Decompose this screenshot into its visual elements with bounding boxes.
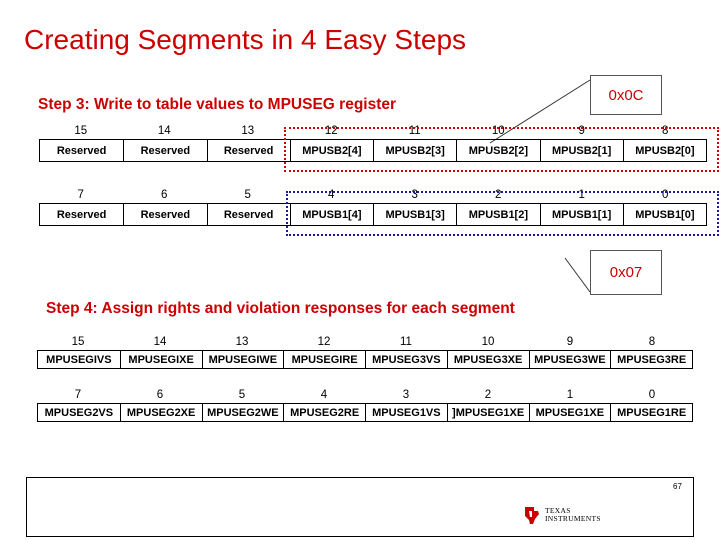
register-field: MPUSB1[1]	[540, 204, 623, 225]
bit-number: 13	[235, 336, 249, 348]
register-field: MPUSB2[0]	[623, 140, 706, 161]
page-title: Creating Segments in 4 Easy Steps	[24, 24, 467, 55]
register-field: MPUSB2[4]	[290, 140, 373, 161]
register-field: MPUSEGIXE	[120, 351, 202, 368]
register-field: MPUSEGIVS	[46, 353, 112, 366]
register-field: MPUSB2[2]	[456, 140, 539, 161]
register-field: MPUSEG2VS	[44, 406, 114, 419]
register-field: Reserved	[207, 140, 290, 161]
bit-number: 0	[662, 189, 669, 201]
bit-number: 6	[161, 189, 168, 201]
register-field: MPUSEG2RE	[283, 404, 365, 421]
bit-number: 4	[328, 189, 335, 201]
bit-number: 5	[244, 189, 251, 201]
callout-high-value: 0x0C	[590, 75, 662, 115]
page-number: 67	[673, 482, 682, 491]
register-field: MPUSB2[1]	[540, 140, 623, 161]
bit-number: 2	[484, 389, 492, 401]
bit-number: 8	[648, 336, 656, 348]
bit-number: 5	[238, 389, 246, 401]
bit-number: 13	[241, 125, 255, 137]
bit-number: 0	[648, 389, 656, 401]
bit-number: 11	[400, 336, 412, 348]
bit-number: 11	[408, 125, 421, 137]
bit-number: 14	[153, 336, 167, 348]
callout-low-connector	[565, 258, 590, 292]
ti-logo	[522, 505, 601, 525]
bit-number: 3	[411, 189, 418, 201]
bit-number: 2	[495, 189, 502, 201]
bit-number: 15	[74, 125, 88, 137]
register-field: MPUSEG2XE	[120, 404, 202, 421]
register-field: MPUSEG3WE	[529, 351, 611, 368]
bit-number: 14	[157, 125, 171, 137]
bit-number: 10	[491, 125, 505, 137]
ti-logo-icon	[522, 505, 542, 525]
register-field: MPUSEG3VS	[365, 351, 447, 368]
register-field: MPUSEG3XE	[447, 351, 529, 368]
register-field: MPUSB1[0]	[623, 204, 706, 225]
step4-heading: Step 4: Assign rights and violation responses for each segment	[46, 300, 515, 317]
register-field: MPUSB1[2]	[456, 204, 539, 225]
register-field: Reserved	[123, 140, 206, 161]
register-fields	[37, 403, 693, 422]
register-field: MPUSEG1XE	[529, 404, 611, 421]
callout-low-value: 0x07	[590, 250, 662, 295]
register-field: MPUSEG3RE	[610, 351, 692, 368]
register-field: Reserved	[56, 208, 107, 221]
bit-number: 15	[71, 336, 85, 348]
bit-numbers	[37, 334, 693, 350]
bit-number: 6	[156, 389, 164, 401]
register-field: MPUSEGIRE	[283, 351, 365, 368]
bit-number: 12	[317, 336, 331, 348]
register-field: Reserved	[207, 204, 290, 225]
register-field: Reserved	[123, 204, 206, 225]
bit-number: 8	[662, 125, 669, 137]
register-field: MPUSEG1VS	[365, 404, 447, 421]
bit-number: 3	[402, 389, 410, 401]
ti-logo-line1: TEXAS	[545, 506, 571, 515]
high-bits-highlight	[284, 127, 719, 172]
register-field: ]MPUSEG1XE	[447, 404, 529, 421]
register-field: MPUSEG1RE	[610, 404, 692, 421]
bit-number: 10	[481, 336, 495, 348]
bit-numbers	[37, 387, 693, 403]
bit-number: 1	[566, 389, 574, 401]
step4-low-register	[37, 387, 693, 422]
register-fields	[37, 350, 693, 369]
low-bits-highlight	[286, 191, 719, 236]
step3-heading: Step 3: Write to table values to MPUSEG register	[38, 96, 397, 113]
bit-number: 9	[578, 125, 585, 137]
register-field: MPUSB1[4]	[290, 204, 373, 225]
register-field: MPUSEGIWE	[202, 351, 284, 368]
ti-logo-line2: INSTRUMENTS	[545, 514, 601, 523]
bit-number: 1	[578, 189, 585, 201]
bit-number: 7	[77, 189, 84, 201]
register-field: MPUSB2[3]	[373, 140, 456, 161]
register-field: MPUSEG2WE	[202, 404, 284, 421]
register-field: Reserved	[56, 144, 107, 157]
register-field: MPUSB1[3]	[373, 204, 456, 225]
bit-number: 9	[566, 336, 574, 348]
bit-number: 12	[324, 125, 338, 137]
bit-number: 4	[320, 389, 328, 401]
step4-high-register	[37, 334, 693, 369]
bit-number: 7	[74, 389, 82, 401]
